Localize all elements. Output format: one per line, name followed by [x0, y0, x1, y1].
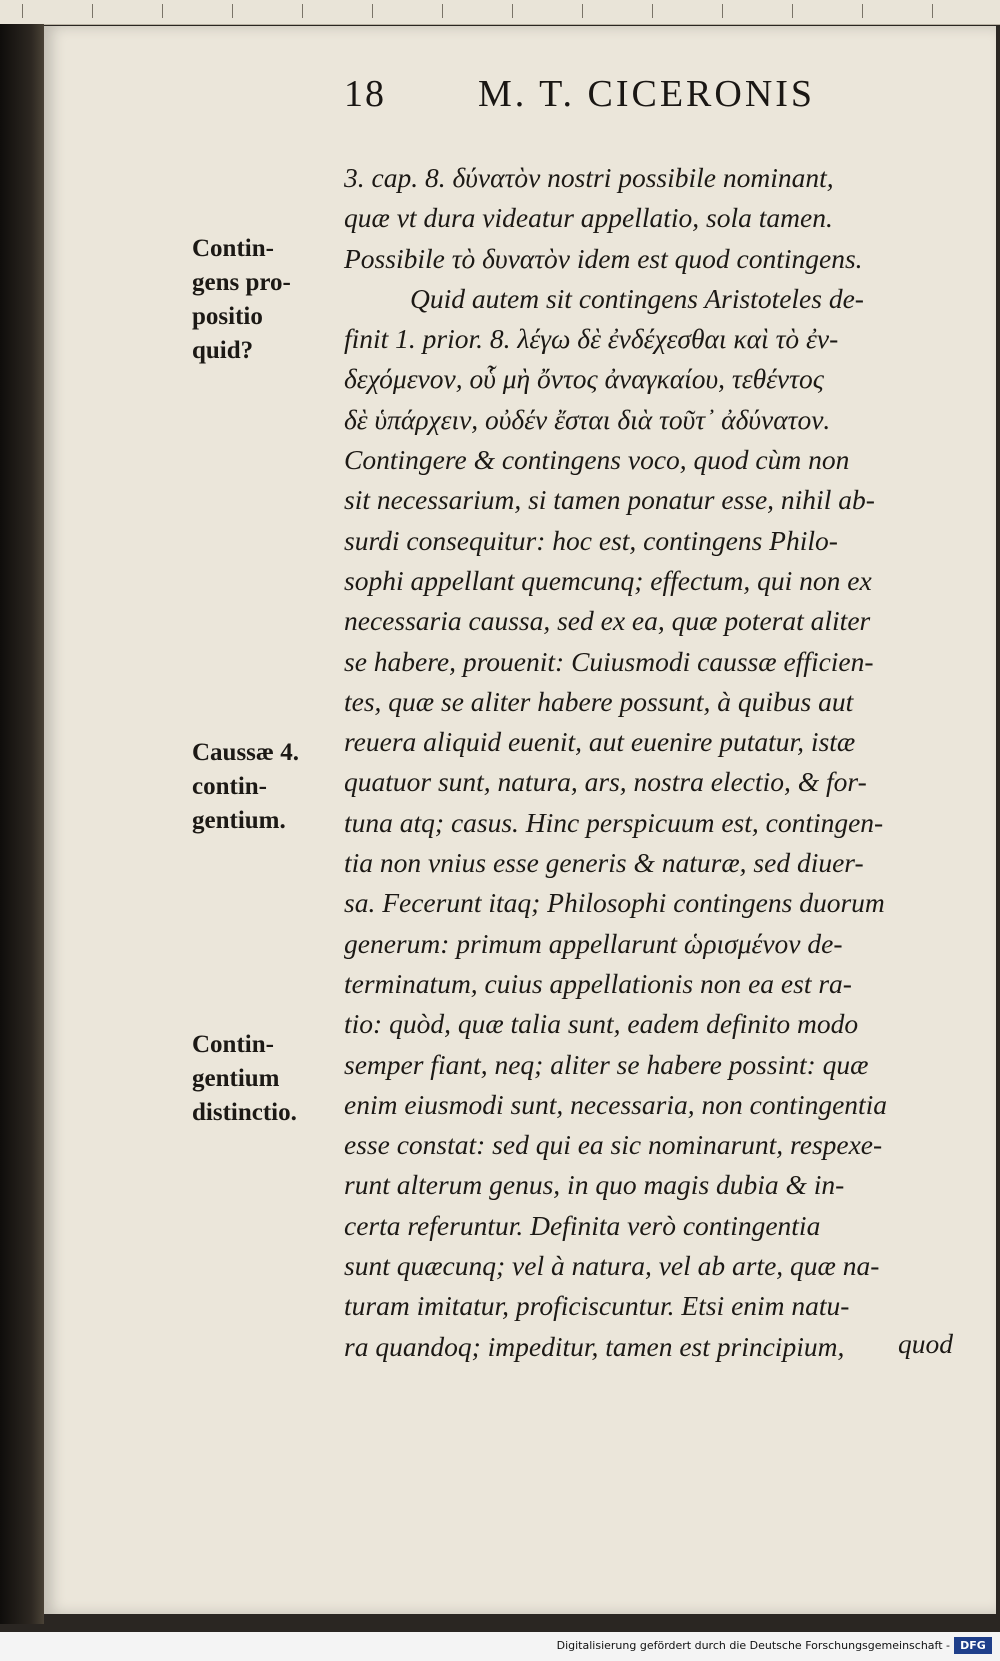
- marginal-note-line: Contin-: [192, 1031, 274, 1058]
- marginal-note-line: Contin-: [192, 235, 274, 262]
- text-line: quæ vt dura videatur appellatio, sola tamen.: [344, 202, 833, 234]
- text-line: sunt quæcunq; vel à natura, vel ab arte, quæ na-: [344, 1250, 880, 1282]
- ruler-tick: [932, 4, 933, 18]
- text-line: finit 1. prior. 8. λέγω δὲ ἐνδέχεσθαι καὶ τὸ ἐν-: [344, 323, 839, 355]
- ruler-tick: [162, 4, 163, 18]
- marginal-note-caussae: [192, 736, 342, 838]
- text-line: tuna atq; casus. Hinc perspicuum est, contingen-: [344, 806, 884, 838]
- text-line: δὲ ὑπάρχειν, οὐδέν ἔσται διὰ τοῦτ᾽ ἀδύνατον.: [344, 403, 831, 435]
- text-line: quatuor sunt, natura, ars, nostra electio, & for-: [344, 766, 867, 798]
- text-line: tia non vnius esse generis & naturæ, sed diuer-: [344, 847, 864, 879]
- ruler-tick: [302, 4, 303, 18]
- text-line: reuera aliquid euenit, aut euenire putatur, istæ: [344, 726, 856, 758]
- text-line: turam imitatur, proficiscuntur. Etsi enim natu-: [344, 1290, 850, 1322]
- ruler-tick: [22, 4, 23, 18]
- ruler-tick: [92, 4, 93, 18]
- text-line: 3. cap. 8. δύνατὸν nostri possibile nominant,: [344, 162, 834, 193]
- ruler-tick: [862, 4, 863, 18]
- ruler-tick: [722, 4, 723, 18]
- text-line: δεχόμενον, οὗ μὴ ὄντος ἀναγκαίου, τεθέντος: [344, 363, 824, 395]
- book-page: [44, 26, 996, 1614]
- text-line: sit necessarium, si tamen ponatur esse, nihil ab-: [344, 484, 875, 516]
- book-gutter-shadow: [0, 24, 44, 1624]
- ruler-tick: [652, 4, 653, 18]
- marginal-note-contingens-propositio: [192, 232, 342, 368]
- dfg-logo[interactable]: DFG: [954, 1637, 992, 1654]
- text-line: terminatum, cuius appellationis non ea est ra-: [344, 967, 852, 999]
- funding-credit: Digitalisierung gefördert durch die Deutsche Forschungsgemeinschaft -: [556, 1639, 950, 1652]
- digitization-footer: [0, 1632, 1000, 1661]
- text-line: ra quandoq; impeditur, tamen est principium,: [344, 1330, 845, 1362]
- marginal-note-line: Caussæ 4.: [192, 739, 299, 766]
- marginal-note-line: quid?: [192, 337, 254, 364]
- ruler-tick: [512, 4, 513, 18]
- text-line: semper fiant, neq; aliter se habere possint: quæ: [344, 1048, 869, 1080]
- text-line: necessaria caussa, sed ex ea, quæ poterat aliter: [344, 605, 871, 637]
- ruler-tick: [232, 4, 233, 18]
- ruler-tick: [792, 4, 793, 18]
- marginal-note-line: positio: [192, 303, 263, 330]
- text-line: esse constat: sed qui ea sic nominarunt, respexe-: [344, 1129, 883, 1161]
- ruler-tick: [582, 4, 583, 18]
- catchword: quod: [898, 1328, 953, 1359]
- scan-ruler-strip: [0, 0, 1000, 25]
- marginal-note-line: gens pro-: [192, 269, 291, 296]
- text-line: tes, quæ se aliter habere possunt, à quibus aut: [344, 685, 854, 717]
- text-line: Possibile τὸ δυνατὸν idem est quod contingens.: [344, 242, 863, 274]
- text-line: certa referuntur. Definita verò contingentia: [344, 1209, 821, 1241]
- text-line: runt alterum genus, in quo magis dubia & in-: [344, 1169, 845, 1201]
- marginal-note-line: gentium: [192, 1065, 280, 1092]
- ruler-tick: [372, 4, 373, 18]
- ruler-tick: [442, 4, 443, 18]
- marginal-note-line: gentium.: [192, 807, 286, 834]
- text-line: sophi appellant quemcunq; effectum, qui non ex: [344, 564, 872, 596]
- text-line: se habere, prouenit: Cuiusmodi caussæ efficien-: [344, 645, 874, 677]
- text-line: generum: primum appellarunt ὡρισμένον de-: [344, 927, 843, 959]
- page-number: 18: [344, 73, 386, 115]
- text-line: Contingere & contingens voco, quod cùm non: [344, 444, 850, 476]
- marginal-note-line: distinctio.: [192, 1099, 297, 1126]
- marginal-note-line: contin-: [192, 773, 267, 800]
- text-line: surdi consequitur: hoc est, contingens Philo-: [344, 524, 838, 556]
- marginal-note-distinctio: [192, 1028, 342, 1130]
- text-line: sa. Fecerunt itaq; Philosophi contingens duorum: [344, 887, 885, 919]
- page-header: [344, 72, 904, 122]
- running-title: M. T. CICERONIS: [478, 73, 816, 115]
- text-line: Quid autem sit contingens Aristoteles de-: [410, 282, 864, 314]
- text-line: tio: quòd, quæ talia sunt, eadem definito modo: [344, 1008, 859, 1040]
- text-line: enim eiusmodi sunt, necessaria, non contingentia: [344, 1088, 888, 1120]
- main-text-block: [344, 158, 972, 1367]
